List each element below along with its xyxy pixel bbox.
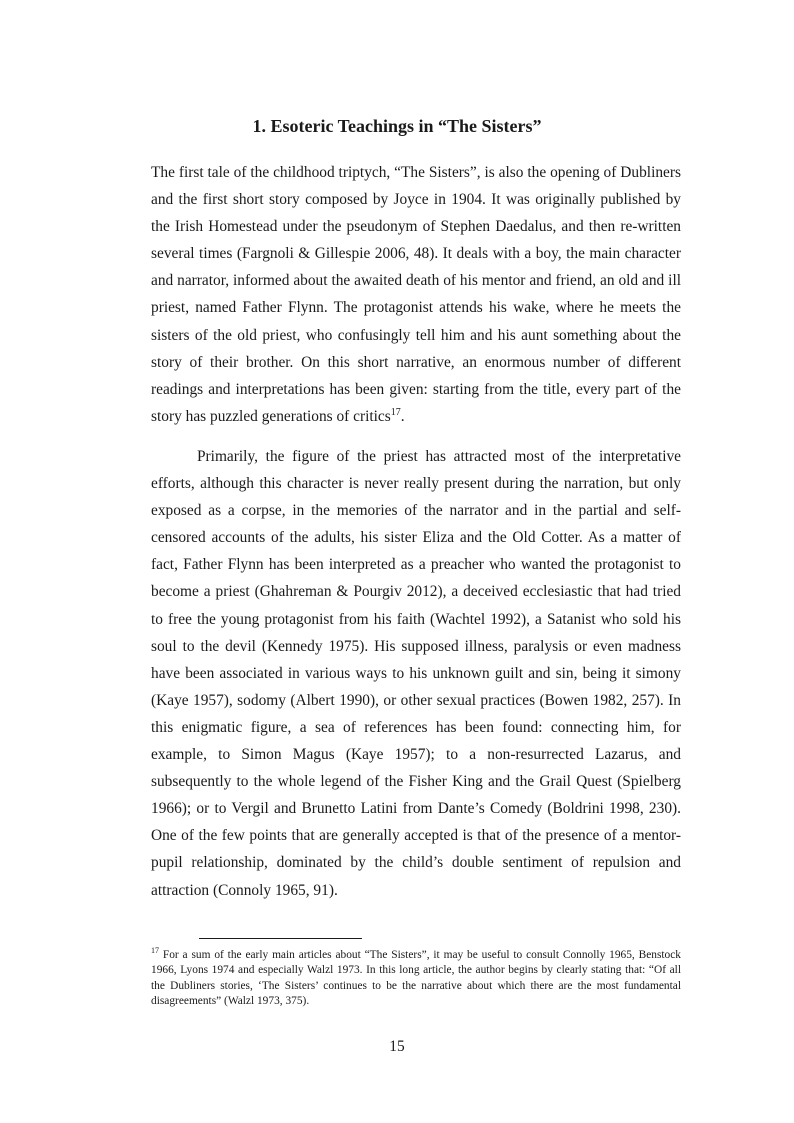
paragraph-1-text: The first tale of the childhood triptych, “The Sisters”, is also the opening of Dubliners and the first short story composed by Joyce in 1904. It was originally published by the Irish Homestead under the pseudonym of Stephen Daedalus, and then re-written several times (Fargnoli & Gillespie 2006, 48). It deals with a boy, the main character and narrator, informed about the awaited death of his mentor and friend, an old and ill priest, named Father Flynn. The protagonist attends his wake, where he meets the sisters of the old priest, who confusingly tell him and his aunt something about the story of their brother. On this short narrative, an enormous number of different readings and interpretations has been given: starting from the title, every part of the story has puzzled generations of critics xyxy=(151,164,681,425)
footnote-text: For a sum of the early main articles about “The Sisters”, it may be useful to consult Connolly 1965, Benstock 1966, Lyons 1974 and especially Walzl 1973. In this long article, the author begins by clearly stating that: “Of all the Dubliners stories, ‘The Sisters’ continues to be the narrative about which there are the most fundamental disagreements” (Walzl 1973, 375). xyxy=(151,949,682,1008)
footnote-number: 17 xyxy=(151,946,159,956)
body-paragraph-1 xyxy=(151,159,681,430)
footnote-separator xyxy=(199,938,362,939)
paragraph-1-tail: . xyxy=(400,407,405,425)
page-number: 15 xyxy=(389,1038,405,1055)
section-heading: 1. Esoteric Teachings in “The Sisters” xyxy=(252,116,542,136)
footnote-reference-17[interactable]: 17 xyxy=(390,406,401,418)
footnote-17 xyxy=(151,948,681,1010)
body-paragraph-2: Primarily, the figure of the priest has attracted most of the interpretative efforts, although this character is never really present during the narration, but only exposed as a corpse, in the memories of the narrator and in the partial and self-censored accounts of the adults, his sister Eliza and the Old Cotter. As a matter of fact, Father Flynn has been interpreted as a preacher who wanted the protagonist to become a priest (Ghahreman & Pourgiv 2012), a deceived ecclesiastic that had tried to free the young protagonist from his faith (Wachtel 1992), a Satanist who sold his soul to the devil (Kennedy 1975). His supposed illness, paralysis or even madness have been associated in various ways to his unknown guilt and sin, being it simony (Kaye 1957), sodomy (Albert 1990), or other sexual practices (Bowen 1982, 257). In this enigmatic figure, a sea of references has been found: connecting him, for example, to Simon Magus (Kaye 1957); to a non-resurrected Lazarus, and subsequently to the whole legend of the Fisher King and the Grail Quest (Spielberg 1966); or to Vergil and Brunetto Latini from Dante’s Comedy (Boldrini 1998, 230). One of the few points that are generally accepted is that of the presence of a mentor-pupil relationship, dominated by the child’s double sentiment of repulsion and attraction (Connoly 1965, 91). xyxy=(151,448,681,899)
